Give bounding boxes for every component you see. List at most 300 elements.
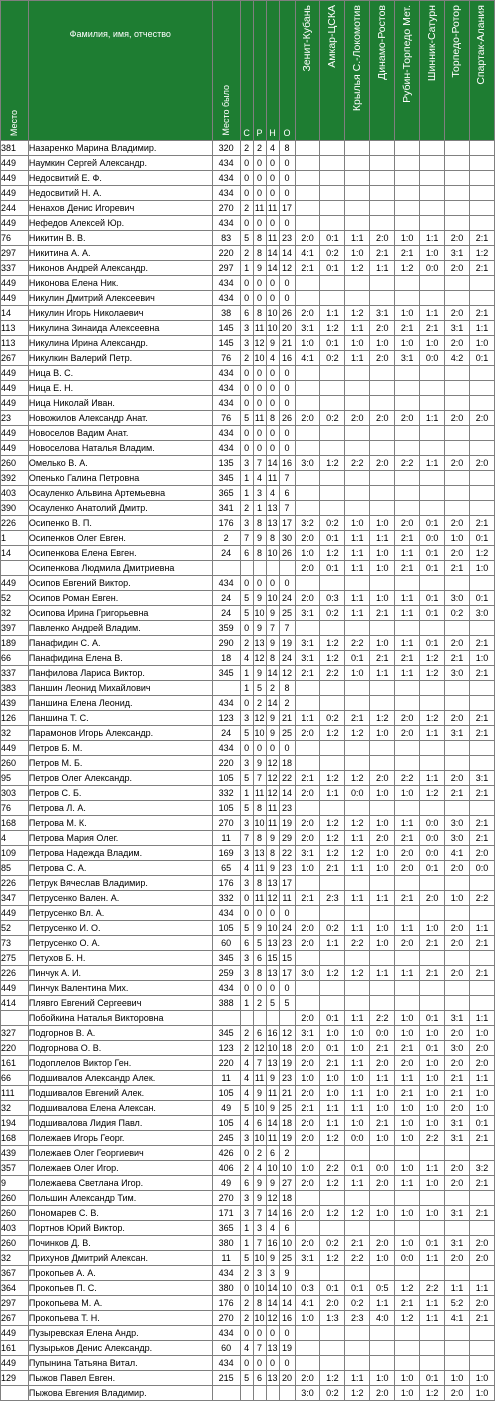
- prev-place-cell: 434: [212, 1326, 240, 1341]
- score-cell: 1:0: [370, 1086, 395, 1101]
- table-row: [1, 786, 495, 801]
- score-cell: 2:2: [345, 1251, 370, 1266]
- score-cell: 1:0: [395, 1161, 420, 1176]
- n-cell: 3: [266, 1266, 279, 1281]
- score-cell: 2:0: [295, 1056, 320, 1071]
- score-cell: 1:1: [370, 261, 395, 276]
- score-cell: [395, 951, 420, 966]
- r-cell: 11: [253, 201, 266, 216]
- score-cell: 0:0: [345, 786, 370, 801]
- r-cell: 2: [253, 141, 266, 156]
- c-cell: 2: [240, 1296, 253, 1311]
- table-row: [1, 576, 495, 591]
- score-cell: 2:1: [395, 321, 420, 336]
- score-cell: 1:0: [345, 666, 370, 681]
- name-cell: Петрусенко Вален. А.: [28, 891, 212, 906]
- prev-place-cell: 18: [212, 651, 240, 666]
- name-cell: Недосвитий Е. Ф.: [28, 171, 212, 186]
- score-cell: 1:0: [395, 231, 420, 246]
- table-row: [1, 1086, 495, 1101]
- score-cell: 3:1: [295, 1251, 320, 1266]
- table-row: [1, 1266, 495, 1281]
- place-cell: 364: [1, 1281, 29, 1296]
- score-cell: 0:2: [320, 606, 345, 621]
- place-cell: 244: [1, 201, 29, 216]
- score-cell: [295, 201, 320, 216]
- score-cell: [370, 756, 395, 771]
- n-cell: 0: [266, 906, 279, 921]
- score-cell: 2:1: [345, 711, 370, 726]
- place-cell: 129: [1, 1371, 29, 1386]
- score-cell: [469, 801, 494, 816]
- name-cell: Никулкин Валерий Петр.: [28, 351, 212, 366]
- prev-place-cell: 320: [212, 141, 240, 156]
- score-cell: [445, 756, 470, 771]
- r-cell: 10: [253, 1101, 266, 1116]
- o-cell: 8: [279, 141, 295, 156]
- r-cell: 7: [253, 1056, 266, 1071]
- table-row: [1, 1041, 495, 1056]
- score-cell: [370, 981, 395, 996]
- n-cell: 12: [266, 786, 279, 801]
- score-cell: 1:0: [420, 1116, 445, 1131]
- score-cell: [370, 681, 395, 696]
- score-cell: 1:2: [345, 1386, 370, 1401]
- n-cell: 0: [266, 186, 279, 201]
- score-cell: 1:0: [320, 1086, 345, 1101]
- score-cell: 1:2: [395, 261, 420, 276]
- score-cell: [420, 906, 445, 921]
- place-cell: 337: [1, 666, 29, 681]
- name-cell: Осипов Роман Евген.: [28, 591, 212, 606]
- score-cell: [420, 801, 445, 816]
- table-row: [1, 906, 495, 921]
- prev-place-cell: 297: [212, 261, 240, 276]
- score-cell: 1:1: [345, 1101, 370, 1116]
- name-cell: Осауленко Анатолий Дмитр.: [28, 501, 212, 516]
- place-cell: 189: [1, 636, 29, 651]
- score-cell: 1:1: [395, 966, 420, 981]
- table-row: [1, 591, 495, 606]
- score-cell: 1:0: [420, 1026, 445, 1041]
- place-cell: 85: [1, 861, 29, 876]
- n-cell: 0: [266, 276, 279, 291]
- place-cell: 226: [1, 966, 29, 981]
- o-cell: 23: [279, 801, 295, 816]
- name-cell: Польшин Александр Тим.: [28, 1191, 212, 1206]
- place-cell: 267: [1, 1311, 29, 1326]
- r-cell: 12: [253, 651, 266, 666]
- name-cell: Пинчук А. И.: [28, 966, 212, 981]
- score-cell: 3:1: [295, 1026, 320, 1041]
- name-cell: Полежаева Светлана Игор.: [28, 1176, 212, 1191]
- score-cell: 3:1: [445, 1131, 470, 1146]
- place-cell: 297: [1, 1296, 29, 1311]
- score-cell: 3:0: [469, 606, 494, 621]
- name-cell: Никулин Дмитрий Алексеевич: [28, 291, 212, 306]
- score-cell: 2:0: [395, 846, 420, 861]
- o-cell: 0: [279, 396, 295, 411]
- score-cell: 1:0: [445, 1371, 470, 1386]
- n-cell: 9: [266, 1251, 279, 1266]
- table-row: [1, 1071, 495, 1086]
- r-cell: 2: [253, 1146, 266, 1161]
- name-cell: Пузыревская Елена Андр.: [28, 1326, 212, 1341]
- r-cell: 11: [253, 1071, 266, 1086]
- score-cell: [295, 981, 320, 996]
- r-cell: 0: [253, 276, 266, 291]
- place-cell: 397: [1, 621, 29, 636]
- n-cell: 14: [266, 246, 279, 261]
- n-cell: 0: [266, 441, 279, 456]
- score-cell: 2:0: [445, 1161, 470, 1176]
- score-cell: [420, 426, 445, 441]
- name-cell: Паншин Леонид Михайлович: [28, 681, 212, 696]
- place-cell: 14: [1, 546, 29, 561]
- prev-place-cell: 270: [212, 201, 240, 216]
- r-cell: 8: [253, 876, 266, 891]
- c-cell: 3: [240, 321, 253, 336]
- c-cell: 0: [240, 741, 253, 756]
- score-cell: 2:0: [445, 231, 470, 246]
- score-cell: 2:0: [345, 411, 370, 426]
- score-cell: 1:2: [395, 1311, 420, 1326]
- score-cell: 1:0: [345, 1041, 370, 1056]
- r-cell: 8: [253, 231, 266, 246]
- score-cell: 1:1: [370, 666, 395, 681]
- score-cell: 2:1: [395, 1041, 420, 1056]
- place-cell: 383: [1, 681, 29, 696]
- score-cell: 3:1: [445, 1206, 470, 1221]
- c-cell: 1: [240, 681, 253, 696]
- score-cell: [469, 1191, 494, 1206]
- score-cell: [395, 276, 420, 291]
- score-cell: [370, 141, 395, 156]
- score-cell: 1:2: [320, 1131, 345, 1146]
- n-cell: 10: [266, 306, 279, 321]
- n-cell: 9: [266, 726, 279, 741]
- score-cell: 0:0: [420, 846, 445, 861]
- score-cell: [420, 366, 445, 381]
- score-cell: 1:2: [345, 966, 370, 981]
- score-cell: 2:0: [370, 831, 395, 846]
- r-cell: 3: [253, 1266, 266, 1281]
- score-cell: 1:1: [345, 921, 370, 936]
- prev-place-cell: 434: [212, 696, 240, 711]
- score-cell: [345, 1341, 370, 1356]
- score-cell: 1:1: [345, 561, 370, 576]
- c-cell: 0: [240, 891, 253, 906]
- score-cell: [345, 486, 370, 501]
- score-cell: [320, 486, 345, 501]
- score-cell: 1:1: [345, 591, 370, 606]
- place-cell: 439: [1, 1146, 29, 1161]
- r-cell: 2: [253, 696, 266, 711]
- score-cell: [445, 621, 470, 636]
- score-cell: [345, 876, 370, 891]
- o-cell: 19: [279, 1341, 295, 1356]
- n-cell: 15: [266, 951, 279, 966]
- score-cell: [370, 1146, 395, 1161]
- score-cell: [345, 441, 370, 456]
- n-cell: 0: [266, 1326, 279, 1341]
- table-row: [1, 1326, 495, 1341]
- score-cell: [370, 501, 395, 516]
- n-cell: 0: [266, 576, 279, 591]
- score-cell: 2:1: [469, 726, 494, 741]
- score-cell: 1:0: [370, 336, 395, 351]
- o-cell: 0: [279, 381, 295, 396]
- score-cell: 1:0: [370, 546, 395, 561]
- score-cell: [295, 996, 320, 1011]
- score-cell: 1:2: [320, 846, 345, 861]
- score-cell: [370, 171, 395, 186]
- score-cell: [420, 471, 445, 486]
- table-row: [1, 516, 495, 531]
- score-cell: [370, 1356, 395, 1371]
- score-cell: 2:1: [420, 321, 445, 336]
- place-cell: 113: [1, 321, 29, 336]
- score-cell: [320, 186, 345, 201]
- score-cell: 1:0: [395, 1101, 420, 1116]
- score-cell: 0:1: [420, 561, 445, 576]
- prev-place-cell: 145: [212, 321, 240, 336]
- score-cell: 1:2: [320, 456, 345, 471]
- score-cell: 1:1: [320, 786, 345, 801]
- score-cell: 4:2: [445, 351, 470, 366]
- score-cell: 2:0: [370, 1176, 395, 1191]
- place-cell: 32: [1, 1101, 29, 1116]
- score-cell: [370, 216, 395, 231]
- score-cell: [445, 1356, 470, 1371]
- score-cell: [295, 876, 320, 891]
- score-cell: 3:1: [445, 726, 470, 741]
- o-cell: 19: [279, 636, 295, 651]
- score-cell: 1:2: [320, 831, 345, 846]
- o-cell: 18: [279, 1191, 295, 1206]
- prev-place-cell: 49: [212, 1101, 240, 1116]
- score-cell: 3:1: [445, 1116, 470, 1131]
- o-cell: 16: [279, 1206, 295, 1221]
- prev-place-cell: 434: [212, 1266, 240, 1281]
- c-cell: 3: [240, 816, 253, 831]
- prev-place-cell: 434: [212, 381, 240, 396]
- score-cell: [445, 201, 470, 216]
- prev-place-cell: [212, 681, 240, 696]
- prev-place-cell: 359: [212, 621, 240, 636]
- score-cell: [395, 1326, 420, 1341]
- score-cell: [370, 801, 395, 816]
- header-match: Торпедо-Ротор: [445, 1, 470, 141]
- score-cell: 1:0: [395, 1026, 420, 1041]
- score-cell: 1:2: [320, 321, 345, 336]
- c-cell: 1: [240, 666, 253, 681]
- score-cell: 1:0: [420, 1101, 445, 1116]
- table-row: [1, 531, 495, 546]
- table-row: [1, 1011, 495, 1026]
- score-cell: [420, 201, 445, 216]
- n-cell: 9: [266, 711, 279, 726]
- place-cell: 449: [1, 291, 29, 306]
- prev-place-cell: [212, 1011, 240, 1026]
- score-cell: 1:1: [345, 351, 370, 366]
- score-cell: [395, 141, 420, 156]
- name-cell: Петров М. Б.: [28, 756, 212, 771]
- name-cell: Подшивалов Александр Алек.: [28, 1071, 212, 1086]
- table-row: [1, 936, 495, 951]
- prev-place-cell: [212, 561, 240, 576]
- c-cell: 5: [240, 591, 253, 606]
- c-cell: 5: [240, 1371, 253, 1386]
- score-cell: [295, 441, 320, 456]
- score-cell: 2:1: [395, 831, 420, 846]
- score-cell: [370, 741, 395, 756]
- score-cell: [395, 486, 420, 501]
- score-cell: 2:0: [469, 456, 494, 471]
- table-row: [1, 1296, 495, 1311]
- prev-place-cell: 365: [212, 486, 240, 501]
- score-cell: [395, 1341, 420, 1356]
- prev-place-cell: 105: [212, 771, 240, 786]
- place-cell: 4: [1, 831, 29, 846]
- place-cell: 226: [1, 516, 29, 531]
- score-cell: 2:0: [295, 1371, 320, 1386]
- table-row: [1, 681, 495, 696]
- prev-place-cell: 434: [212, 741, 240, 756]
- n-cell: 14: [266, 1116, 279, 1131]
- score-cell: 1:1: [345, 231, 370, 246]
- c-cell: 0: [240, 291, 253, 306]
- o-cell: 26: [279, 411, 295, 426]
- r-cell: 11: [253, 861, 266, 876]
- name-cell: Ница В. С.: [28, 366, 212, 381]
- r-cell: 9: [253, 666, 266, 681]
- score-cell: 2:1: [469, 816, 494, 831]
- score-cell: 1:1: [395, 1071, 420, 1086]
- place-cell: 449: [1, 366, 29, 381]
- name-cell: Подгорнова О. В.: [28, 1041, 212, 1056]
- score-cell: [445, 441, 470, 456]
- score-cell: 3:1: [295, 321, 320, 336]
- score-cell: 0:1: [320, 336, 345, 351]
- score-cell: [445, 501, 470, 516]
- prev-place-cell: 105: [212, 801, 240, 816]
- n-cell: [266, 561, 279, 576]
- score-cell: [370, 396, 395, 411]
- o-cell: 9: [279, 1266, 295, 1281]
- score-cell: 1:0: [320, 1026, 345, 1041]
- score-cell: 1:1: [370, 1071, 395, 1086]
- table-row: [1, 171, 495, 186]
- score-cell: [295, 366, 320, 381]
- score-cell: 2:1: [469, 831, 494, 846]
- c-cell: 5: [240, 801, 253, 816]
- n-cell: 0: [266, 396, 279, 411]
- score-cell: 2:1: [469, 516, 494, 531]
- score-cell: [445, 741, 470, 756]
- n-cell: 9: [266, 1176, 279, 1191]
- c-cell: 2: [240, 201, 253, 216]
- score-cell: 2:0: [295, 1236, 320, 1251]
- score-cell: [370, 156, 395, 171]
- r-cell: 13: [253, 636, 266, 651]
- score-cell: [370, 1191, 395, 1206]
- table-row: [1, 1281, 495, 1296]
- score-cell: 2:1: [370, 1041, 395, 1056]
- o-cell: 7: [279, 621, 295, 636]
- table-row: [1, 846, 495, 861]
- prev-place-cell: 434: [212, 576, 240, 591]
- o-cell: 24: [279, 921, 295, 936]
- score-cell: 2:1: [469, 1206, 494, 1221]
- name-cell: Пономарев С. В.: [28, 1206, 212, 1221]
- score-cell: [445, 1326, 470, 1341]
- score-cell: 1:0: [295, 1161, 320, 1176]
- name-cell: Подшивалова Елена Алексан.: [28, 1101, 212, 1116]
- score-cell: [395, 1191, 420, 1206]
- score-cell: 2:0: [370, 456, 395, 471]
- name-cell: Панафидина Елена В.: [28, 651, 212, 666]
- score-cell: [295, 216, 320, 231]
- score-cell: 1:0: [395, 1371, 420, 1386]
- score-cell: [445, 981, 470, 996]
- score-cell: 3:0: [445, 591, 470, 606]
- score-cell: 3:1: [295, 651, 320, 666]
- score-cell: [395, 156, 420, 171]
- c-cell: 3: [240, 756, 253, 771]
- score-cell: 1:1: [370, 966, 395, 981]
- score-cell: 1:1: [345, 1011, 370, 1026]
- score-cell: 1:0: [370, 591, 395, 606]
- score-cell: 1:2: [320, 966, 345, 981]
- score-cell: [370, 1326, 395, 1341]
- score-cell: 1:0: [420, 246, 445, 261]
- n-cell: 14: [266, 1296, 279, 1311]
- name-cell: Ница Николай Иван.: [28, 396, 212, 411]
- o-cell: 23: [279, 936, 295, 951]
- score-cell: 2:1: [320, 1056, 345, 1071]
- score-cell: [469, 1326, 494, 1341]
- header-match: Рубин-Торпедо Мет.: [395, 1, 420, 141]
- score-cell: 2:0: [445, 1386, 470, 1401]
- score-cell: 1:2: [420, 711, 445, 726]
- score-cell: 0:2: [320, 1236, 345, 1251]
- name-cell: Петрова Л. А.: [28, 801, 212, 816]
- score-cell: 1:1: [420, 306, 445, 321]
- score-cell: 2:0: [469, 1251, 494, 1266]
- prev-place-cell: 11: [212, 831, 240, 846]
- o-cell: 25: [279, 726, 295, 741]
- score-cell: 0:1: [420, 1041, 445, 1056]
- score-cell: 2:0: [445, 306, 470, 321]
- prev-place-cell: 220: [212, 1056, 240, 1071]
- table-row: [1, 366, 495, 381]
- prev-place-cell: 434: [212, 396, 240, 411]
- header-place: Место: [1, 1, 29, 141]
- name-cell: Прокопьева М. А.: [28, 1296, 212, 1311]
- score-cell: 3:1: [295, 636, 320, 651]
- score-cell: 1:0: [395, 1116, 420, 1131]
- score-cell: [320, 366, 345, 381]
- c-cell: 6: [240, 546, 253, 561]
- name-cell: Осауленко Альвина Артемьевна: [28, 486, 212, 501]
- score-cell: [445, 141, 470, 156]
- score-cell: [469, 396, 494, 411]
- o-cell: 23: [279, 861, 295, 876]
- place-cell: 327: [1, 1026, 29, 1041]
- score-cell: 2:1: [445, 651, 470, 666]
- place-cell: [1, 1011, 29, 1026]
